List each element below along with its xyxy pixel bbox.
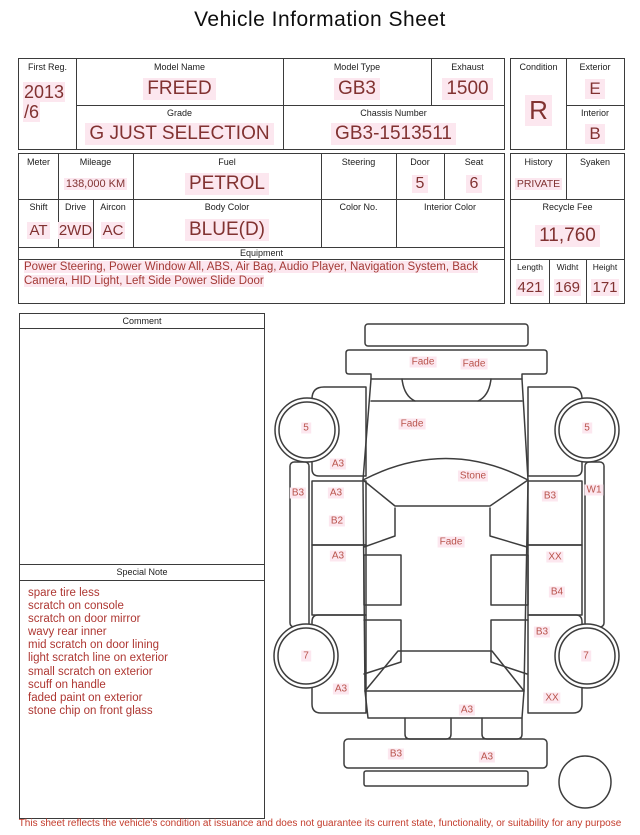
interior-color-label: Interior Color — [423, 202, 477, 212]
damage-code-b3: B3 — [535, 626, 549, 638]
width-value: 169 — [554, 279, 581, 296]
grade-label: Grade — [166, 108, 192, 118]
exhaust-label: Exhaust — [451, 62, 484, 72]
aircon-value: AC — [102, 221, 124, 239]
shift-label: Shift — [29, 202, 48, 212]
model-name-value: FREED — [76, 72, 283, 105]
damage-code-a3: A3 — [460, 704, 474, 716]
vehicle-id-table — [18, 58, 505, 150]
vehicle-damage-diagram — [270, 310, 640, 815]
special-note-item: scratch on console — [28, 600, 124, 613]
special-note-item: wavy rear inner — [28, 626, 107, 639]
body-color-value: BLUE(D) — [133, 213, 321, 247]
history-value: PRIVATE — [516, 177, 561, 190]
special-note-item: stone chip on front glass — [28, 704, 153, 717]
damage-code-fade: Fade — [439, 536, 463, 548]
damage-code-xx: XX — [548, 551, 562, 563]
interior-label: Interior — [580, 108, 609, 118]
door-value: 5 — [396, 168, 444, 199]
shift-value: AT — [29, 221, 48, 239]
first-reg-value: 2013 /6 — [24, 82, 65, 122]
drive-value: 2WD — [58, 221, 93, 239]
interior-value: B — [566, 119, 624, 149]
exterior-value: E — [566, 72, 624, 105]
exterior-label: Exterior — [579, 62, 611, 72]
special-note-item: mid scratch on door lining — [28, 639, 160, 652]
history-fee-table — [510, 153, 625, 304]
damage-code-b2: B2 — [330, 515, 344, 527]
special-note-label: Special Note — [116, 567, 168, 577]
special-note-item: small scratch on exterior — [28, 665, 153, 678]
mileage-label: Mileage — [79, 157, 112, 167]
damage-code-stone: Stone — [459, 470, 487, 482]
special-note-item: scratch on door mirror — [28, 613, 141, 626]
damage-code-a3: A3 — [334, 683, 348, 695]
damage-code-b3: B3 — [543, 490, 557, 502]
details-table — [18, 153, 505, 304]
damage-code-7: 7 — [303, 650, 309, 662]
damage-code-a3: A3 — [331, 458, 345, 470]
chassis-number-value: GB3-1513511 — [283, 119, 504, 149]
comment-note-box — [19, 313, 265, 819]
chassis-number-label: Chassis Number — [360, 108, 427, 118]
damage-code-fade: Fade — [462, 358, 486, 370]
steering-label: Steering — [341, 157, 376, 167]
seat-label: Seat — [464, 157, 484, 167]
damage-code-fade: Fade — [400, 418, 424, 430]
width-label: Widht — [556, 262, 579, 272]
history-label: History — [524, 157, 553, 167]
mileage-value: 138,000 KM — [65, 177, 126, 190]
first-reg-label: First Reg. — [27, 62, 67, 72]
damage-code-a3: A3 — [480, 751, 494, 763]
aircon-label: Aircon — [100, 202, 126, 212]
damage-code-b3: B3 — [389, 748, 403, 760]
damage-code-fade: Fade — [411, 356, 435, 368]
damage-code-b4: B4 — [550, 586, 564, 598]
meter-label: Meter — [26, 157, 50, 167]
model-type-value: GB3 — [283, 72, 431, 105]
damage-code-5: 5 — [584, 422, 590, 434]
exhaust-value: 1500 — [431, 72, 504, 105]
recycle-fee-value: 11,760 — [511, 214, 624, 257]
damage-code-layer — [270, 310, 640, 815]
condition-table — [510, 58, 625, 150]
special-note-list — [28, 587, 258, 718]
damage-code-a3: A3 — [331, 550, 345, 562]
body-color-label: Body Color — [204, 202, 250, 212]
condition-value: R — [511, 73, 566, 147]
comment-value — [20, 334, 264, 559]
height-label: Height — [592, 262, 618, 272]
color-no-value — [321, 213, 396, 247]
damage-code-xx: XX — [545, 692, 559, 704]
special-note-item: spare tire less — [28, 587, 100, 599]
length-label: Length — [517, 262, 543, 272]
height-value: 171 — [592, 279, 618, 296]
length-value: 421 — [517, 279, 543, 296]
color-no-label: Color No. — [339, 202, 378, 212]
equipment-value: Power Steering, Power Window All, ABS, Air Bag, Audio Player, Navigation System, Back Camera, HID Light, Left Side Power Slide Door — [24, 261, 478, 287]
disclaimer-text: This sheet reflects the vehicle's condition at issuance and does not guarantee its current state, functionality, or suitability for any purpose — [18, 818, 622, 829]
special-note-item: light scratch line on exterior — [28, 652, 168, 665]
equipment-label: Equipment — [239, 248, 284, 258]
page-title: Vehicle Information Sheet — [194, 8, 446, 31]
special-note-item: faded paint on exterior — [28, 691, 143, 704]
damage-code-b3: B3 — [291, 487, 305, 499]
damage-code-w1: W1 — [586, 484, 602, 496]
steering-value — [321, 168, 396, 199]
drive-label: Drive — [64, 202, 86, 212]
damage-code-a3: A3 — [329, 487, 343, 499]
fuel-label: Fuel — [218, 157, 236, 167]
syaken-value — [566, 168, 624, 199]
grade-value: G JUST SELECTION — [76, 119, 283, 149]
damage-code-5: 5 — [303, 422, 309, 434]
condition-label: Condition — [519, 62, 558, 72]
fuel-value: PETROL — [133, 168, 321, 199]
model-name-label: Model Name — [153, 62, 206, 72]
special-note-item: scuff on handle — [28, 678, 106, 691]
comment-label: Comment — [122, 316, 162, 326]
seat-value: 6 — [444, 168, 504, 199]
meter-value — [19, 168, 58, 199]
damage-code-7: 7 — [583, 650, 589, 662]
syaken-label: Syaken — [579, 157, 611, 167]
recycle-fee-label: Recycle Fee — [542, 202, 593, 212]
interior-color-value — [396, 213, 504, 247]
model-type-label: Model Type — [333, 62, 381, 72]
door-label: Door — [410, 157, 430, 167]
